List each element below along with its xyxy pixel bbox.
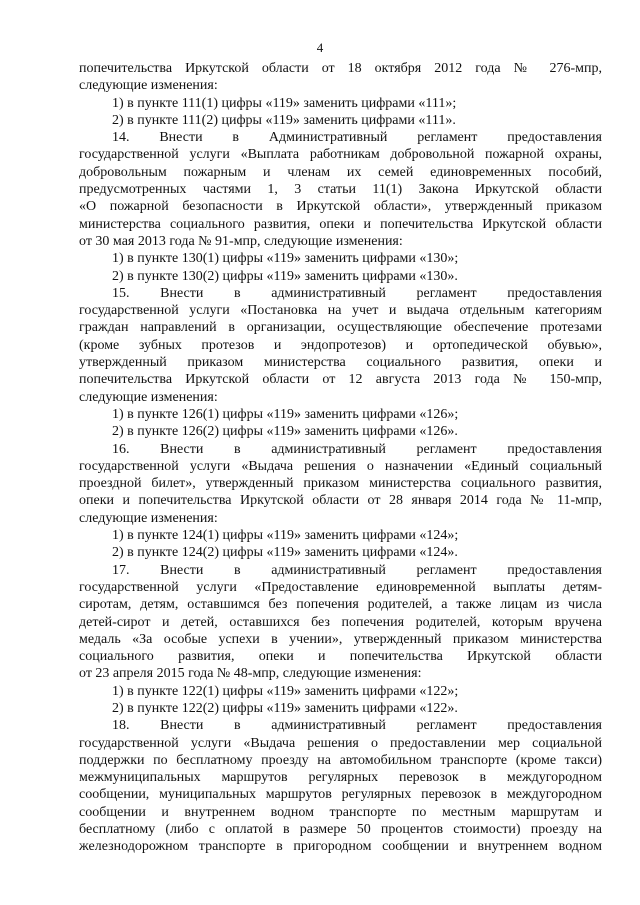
text-line: 1) в пункте 126(1) цифры «119» заменить цифрами «126»; <box>112 406 459 422</box>
text-line: опеки и попечительства Иркутской области от 28 января 2014 года № 11-мпр, <box>79 493 602 509</box>
text-line: государственной услуги «Выдача решения о предоставлении мер социальной <box>79 735 602 751</box>
text-line: 17. Внести в административный регламент предоставления <box>112 562 602 578</box>
text-line: 2) в пункте 130(2) цифры «119» заменить цифрами «130». <box>112 268 458 284</box>
text-line: сообщении, муниципальных маршрутов регулярных перевозок в междугородном <box>79 787 602 803</box>
text-line: государственной услуги «Предоставление единовременной выплаты детям- <box>79 579 602 595</box>
text-line: предусмотренных частями 1, 3 статьи 11(1) Закона Иркутской области <box>79 182 602 198</box>
text-line: детей-сирот и детей, оставшихся без попечения родителей, которым вручена <box>79 614 602 630</box>
text-line: 1) в пункте 124(1) цифры «119» заменить цифрами «124»; <box>112 528 459 544</box>
text-line: государственной услуги «Постановка на учет и выдача отдельным категориям <box>79 303 602 319</box>
text-line: «О пожарной безопасности в Иркутской области», утвержденный приказом <box>79 199 602 215</box>
text-line: медаль «За особые успехи в учении», утвержденный приказом министерства <box>79 631 602 647</box>
text-line: 2) в пункте 126(2) цифры «119» заменить цифрами «126». <box>112 424 458 440</box>
text-line: сиротам, детям, оставшимся без попечения родителей, а также лицам из числа <box>79 597 602 613</box>
text-line: 1) в пункте 122(1) цифры «119» заменить цифрами «122»; <box>112 683 459 699</box>
text-line: следующие изменения: <box>79 510 218 526</box>
text-line: попечительства Иркутской области от 18 октября 2012 года № 276-мпр, <box>79 61 602 76</box>
text-line: 18. Внести в административный регламент предоставления <box>112 718 602 734</box>
text-line: граждан направлений в организации, осуществляющие обеспечение протезами <box>79 320 602 336</box>
text-line: 1) в пункте 130(1) цифры «119» заменить цифрами «130»; <box>112 251 459 267</box>
text-line: 16. Внести в административный регламент предоставления <box>112 441 602 457</box>
text-line: 14. Внести в Административный регламент предоставления <box>112 130 602 146</box>
text-line: от 30 мая 2013 года № 91-мпр, следующие изменения: <box>79 233 403 249</box>
text-line: социального развития, опеки и попечительства Иркутской области <box>79 649 602 665</box>
text-line: министерства социального развития, опеки и попечительства Иркутской области <box>79 216 602 232</box>
text-line: государственной услуги «Выдача решения о назначении «Единый социальный <box>79 458 602 474</box>
text-line: 15. Внести в административный регламент предоставления <box>112 285 602 301</box>
text-line: 2) в пункте 122(2) цифры «119» заменить цифрами «122». <box>112 700 458 716</box>
text-line: проездной билет», утвержденный приказом министерства социального развития, <box>79 476 602 492</box>
text-line: попечительства Иркутской области от 12 августа 2013 года № 150-мпр, <box>79 372 602 388</box>
text-line: железнодорожном транспорте в пригородном сообщении и внутреннем водном <box>79 839 602 855</box>
text-line: бесплатному (либо с оплатой в размере 50 процентов стоимости) проезду на <box>79 822 602 838</box>
text-line: добровольным пожарным и членам их семей единовременных пособий, <box>79 164 602 180</box>
text-line: поддержки по бесплатному проезду на автомобильном транспорте (кроме такси) <box>79 752 602 768</box>
text-line: следующие изменения: <box>79 78 218 94</box>
text-line: утвержденный приказом министерства социального развития, опеки и <box>79 355 602 371</box>
text-line: 1) в пункте 111(1) цифры «119» заменить цифрами «111»; <box>112 95 457 111</box>
text-line: от 23 апреля 2015 года № 48-мпр, следующие изменения: <box>79 666 422 682</box>
text-line: следующие изменения: <box>79 389 218 405</box>
text-line: государственной услуги «Выплата работникам добровольной пожарной охраны, <box>79 147 602 163</box>
text-line: межмуниципальных маршрутов регулярных перевозок в междугородном <box>79 770 602 786</box>
text-line: сообщении и внутреннем водном транспорте по местным маршрутам и <box>79 804 602 820</box>
page-number: 4 <box>316 40 324 55</box>
document-body <box>79 60 602 856</box>
text-line: 2) в пункте 124(2) цифры «119» заменить цифрами «124». <box>112 545 458 561</box>
text-line: 2) в пункте 111(2) цифры «119» заменить цифрами «111». <box>112 112 456 128</box>
text-line: (кроме зубных протезов и эндопротезов) и ортопедической обувью», <box>79 337 602 353</box>
